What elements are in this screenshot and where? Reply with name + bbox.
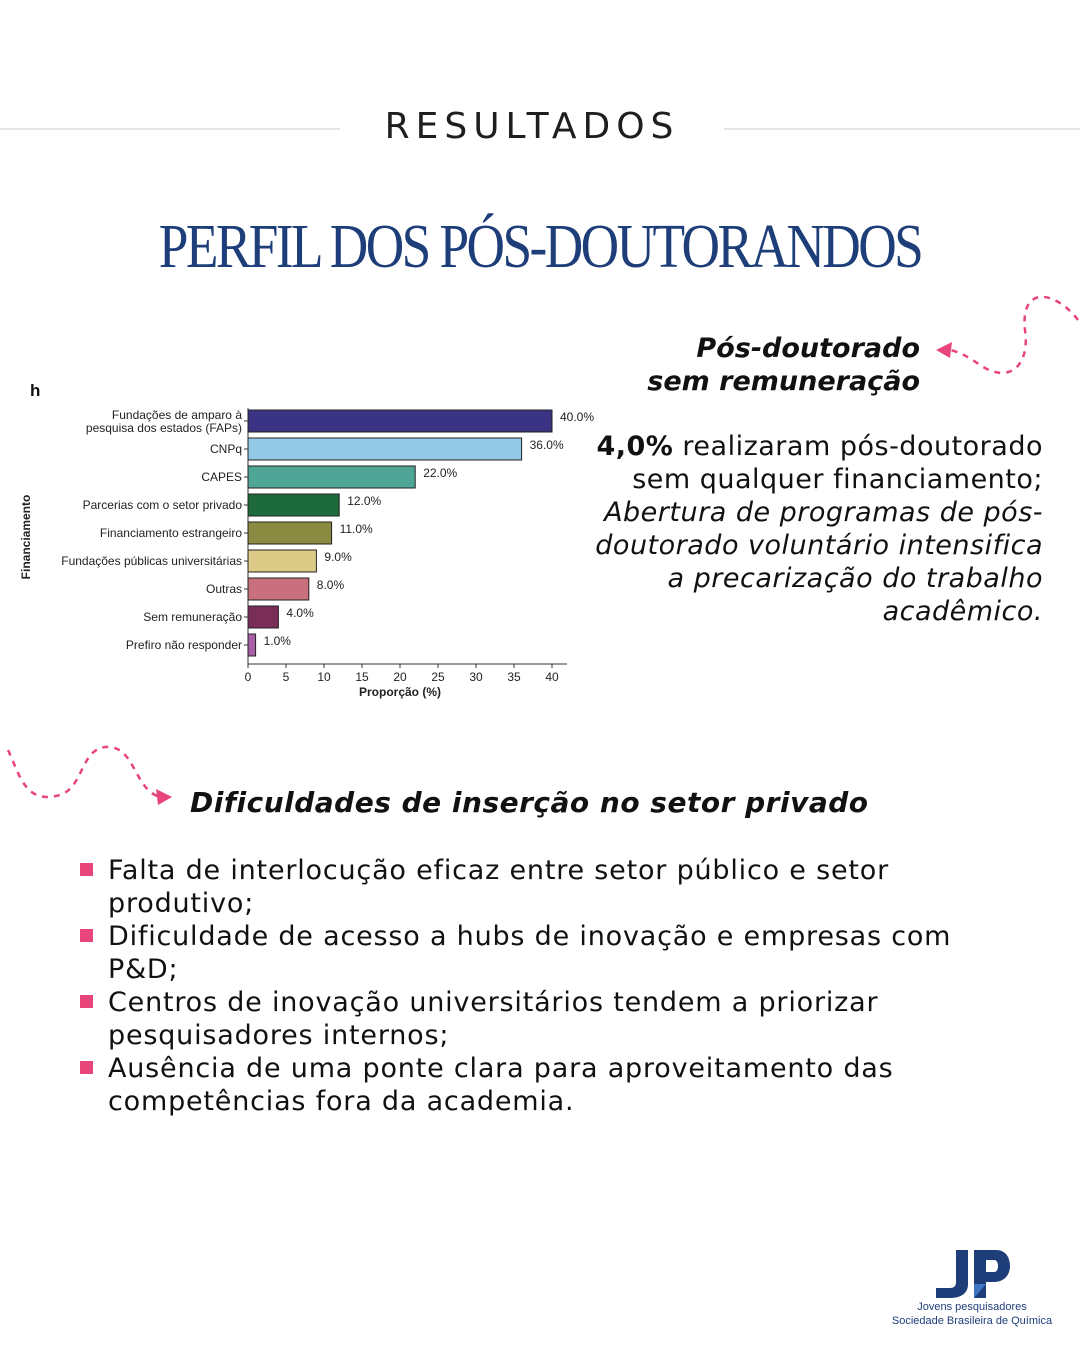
chart-panel-label: h [30,381,41,400]
bar-3 [248,494,339,516]
unpaid-note: Abertura de programas de pós-doutorado voluntário intensifica a precarização do trabalho acadêmico. [595,497,1043,627]
jp-logo [880,1248,1064,1328]
bullet-square-icon [80,929,93,942]
bar-2 [248,466,415,488]
value-label-6: 8.0% [316,578,345,592]
category-label-8: Prefiro não responder [125,638,242,652]
jp-logo-mark-icon [934,1248,1010,1300]
list-item [80,854,980,920]
section-label: RESULTADOS [384,106,680,147]
value-label-7: 4.0% [286,606,314,620]
unpaid-postdoc-text [573,430,1043,628]
header-rule-left [0,128,340,130]
unpaid-postdoc-title [520,332,920,398]
x-tick-label-6: 30 [469,670,483,684]
x-tick-label-3: 15 [355,670,369,684]
x-axis-title: Proporção (%) [358,685,442,699]
bar-8 [248,634,256,656]
difficulties-title: Dificuldades de inserção no setor privado [190,786,869,819]
category-label-0-1: pesquisa dos estados (FAPs) [85,421,242,435]
bullet-square-icon [80,995,93,1008]
list-item [80,986,980,1052]
bar-0 [248,410,552,432]
unpaid-text: realizaram pós-doutorado sem qualquer financiamento; [632,431,1043,495]
page-title: PERFIL DOS PÓS-DOUTORANDOS [158,213,922,281]
funding-bar-chart [14,370,604,710]
list-item [80,1052,980,1118]
x-tick-label-8: 40 [545,670,559,684]
logo-line1: Jovens pesquisadores [917,1301,1027,1313]
value-label-2: 22.0% [423,466,458,480]
category-label-7: Sem remuneração [143,610,242,624]
category-label-3: Parcerias com o setor privado [82,498,242,512]
bar-5 [248,550,316,572]
list-item-text: Centros de inovação universitários tendem a priorizar pesquisadores internos; [108,987,879,1051]
header-rule-right [724,128,1080,130]
bar-1 [248,438,522,460]
logo-line2: Sociedade Brasileira de Química [891,1315,1053,1327]
category-label-1: CNPq [209,442,242,456]
x-tick-label-5: 25 [431,670,445,684]
y-axis-title: Financiamento [19,494,33,580]
bar-6 [248,578,309,600]
x-tick-label-0: 0 [244,670,252,684]
unpaid-title-line1: Pós-doutorado [696,333,920,364]
value-label-0: 40.0% [560,410,595,424]
category-label-4: Financiamento estrangeiro [99,526,242,540]
dashed-arrow-icon-left [0,735,180,815]
list-item-text: Ausência de uma ponte clara para aproveitamento das competências fora da academia. [108,1053,894,1117]
unpaid-pct: 4,0% [596,431,674,462]
value-label-8: 1.0% [263,634,291,648]
category-label-2: CAPES [201,470,242,484]
unpaid-title-line2: sem remuneração [647,366,920,397]
bullet-square-icon [80,1061,93,1074]
category-label-0-0: Fundações de amparo à [111,408,242,422]
list-item [80,920,980,986]
value-label-1: 36.0% [529,438,564,452]
list-item-text: Falta de interlocução eficaz entre setor público e setor produtivo; [108,855,889,919]
list-item-text: Dificuldade de acesso a hubs de inovação e empresas com P&D; [108,921,952,985]
difficulties-list [80,854,980,1118]
bullet-square-icon [80,863,93,876]
value-label-5: 9.0% [324,550,352,564]
x-tick-label-1: 5 [282,670,290,684]
category-label-5: Fundações públicas universitárias [61,554,242,568]
value-label-4: 11.0% [339,522,373,536]
x-tick-label-7: 35 [507,670,521,684]
x-tick-label-2: 10 [317,670,331,684]
x-tick-label-4: 20 [393,670,407,684]
bar-7 [248,606,278,628]
bar-4 [248,522,332,544]
value-label-3: 12.0% [347,494,382,508]
category-label-6: Outras [205,582,242,596]
dashed-arrow-icon [930,290,1080,390]
